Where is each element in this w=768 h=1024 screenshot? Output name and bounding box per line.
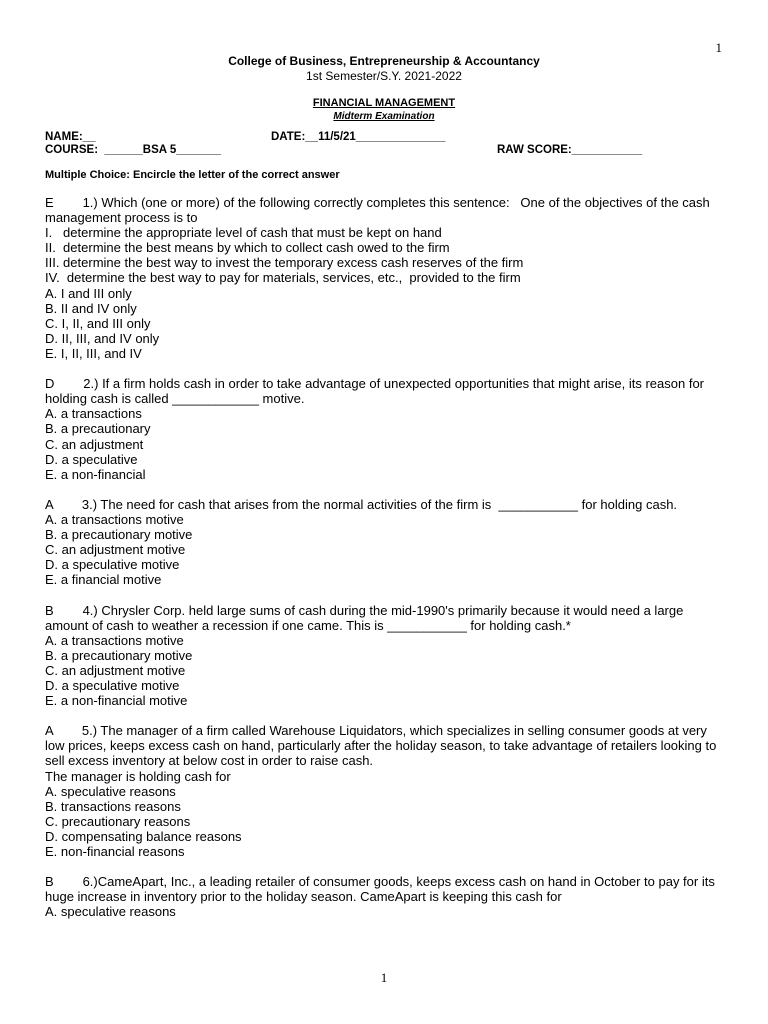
answer-option: E. non-financial reasons bbox=[45, 844, 185, 860]
answer-option: D. II, III, and IV only bbox=[45, 330, 160, 346]
question-item bbox=[45, 603, 725, 709]
answer-option: IV. determine the best way to pay for materials, services, etc., provided to the firm bbox=[45, 270, 521, 286]
answer-option: A. a transactions motive bbox=[45, 632, 184, 648]
question-stem: A 5.) The manager of a firm called Warehouse Liquidators, which specializes in selling consumer goods at very low prices, keeps excess cash on hand, particularly after the holiday season, to take advantage of retailers looking to sell excess inventory at below cost in order to raise cash. bbox=[45, 723, 720, 769]
answer-option: D. a speculative motive bbox=[45, 678, 180, 693]
question-stem: B 4.) Chrysler Corp. held large sums of cash during the mid-1990's primarily because it would need a large amount of cash to weather a recession if one came. This is ___________ for holding cash.* bbox=[45, 602, 687, 633]
page-number-top: 1 bbox=[715, 40, 722, 55]
answer-option: II. determine the best means by which to collect cash owed to the firm bbox=[45, 240, 450, 256]
instruction-text: Multiple Choice: Encircle the letter of the correct answer bbox=[45, 169, 340, 181]
answer-option: III. determine the best way to invest the temporary excess cash reserves of the firm bbox=[45, 255, 524, 271]
answer-option: A. speculative reasons bbox=[45, 904, 176, 920]
answer-option: C. an adjustment motive bbox=[45, 662, 186, 678]
question-stem: E 1.) Which (one or more) of the following correctly completes this sentence: One of the objectives of the cash management process is to bbox=[45, 195, 714, 226]
answer-option: B. a precautionary motive bbox=[45, 527, 193, 543]
answer-option: E. a non-financial motive bbox=[45, 693, 188, 709]
answer-option: A. speculative reasons bbox=[45, 783, 176, 799]
answer-option: D. a speculative motive bbox=[45, 557, 180, 573]
question-item bbox=[45, 195, 725, 361]
subject-title: FINANCIAL MANAGEMENT bbox=[312, 97, 456, 109]
answer-option: I. determine the appropriate level of cash that must be kept on hand bbox=[45, 225, 442, 241]
question-stem: B 6.)CameApart, Inc., a leading retailer of consumer goods, keeps excess cash on hand in October to pay for its huge increase in inventory prior to the holiday season. CameApart is keeping this cash for bbox=[45, 874, 719, 905]
question-item bbox=[45, 376, 725, 482]
answer-option: A. a transactions bbox=[45, 406, 142, 422]
semester-line: 1st Semester/S.Y. 2021-2022 bbox=[306, 69, 462, 83]
college-name: College of Business, Entrepreneurship & Accountancy bbox=[228, 54, 540, 68]
answer-option: The manager is holding cash for bbox=[45, 768, 231, 784]
answer-option: E. a financial motive bbox=[45, 572, 162, 588]
name-field: NAME:__ bbox=[45, 131, 96, 143]
question-stem: A 3.) The need for cash that arises from the normal activities of the firm is ___________ for holding cash. bbox=[45, 496, 678, 512]
answer-option: C. an adjustment motive bbox=[45, 542, 186, 558]
answer-option: C. I, II, and III only bbox=[45, 315, 151, 331]
answer-option: C. an adjustment bbox=[45, 436, 144, 452]
document-header bbox=[0, 54, 768, 123]
answer-option: A. I and III only bbox=[45, 285, 132, 301]
question-item bbox=[45, 723, 725, 859]
questions-list bbox=[45, 195, 725, 935]
question-stem: D 2.) If a firm holds cash in order to take advantage of unexpected opportunities that might arise, its reason for holding cash is called ____________ motive. bbox=[45, 376, 708, 407]
answer-option: B. transactions reasons bbox=[45, 798, 181, 814]
question-item bbox=[45, 497, 725, 588]
exam-title: Midterm Examination bbox=[333, 111, 435, 122]
page-number-bottom: 1 bbox=[380, 970, 388, 985]
answer-option: E. a non-financial bbox=[45, 466, 146, 482]
answer-option: B. a precautionary bbox=[45, 421, 151, 437]
answer-option: C. precautionary reasons bbox=[45, 813, 191, 829]
course-field: COURSE: ______BSA 5_______ bbox=[45, 144, 222, 156]
answer-option: A. a transactions motive bbox=[45, 511, 184, 527]
raw-score-field: RAW SCORE:___________ bbox=[497, 144, 643, 156]
answer-option: D. a speculative bbox=[45, 451, 138, 467]
answer-option: E. I, II, III, and IV bbox=[45, 345, 142, 361]
answer-option: D. compensating balance reasons bbox=[45, 828, 242, 844]
date-field: DATE:__11/5/21______________ bbox=[271, 131, 446, 143]
question-item bbox=[45, 874, 725, 919]
answer-option: B. a precautionary motive bbox=[45, 647, 193, 663]
student-info-fields bbox=[45, 131, 725, 157]
answer-option: B. II and IV only bbox=[45, 300, 137, 316]
